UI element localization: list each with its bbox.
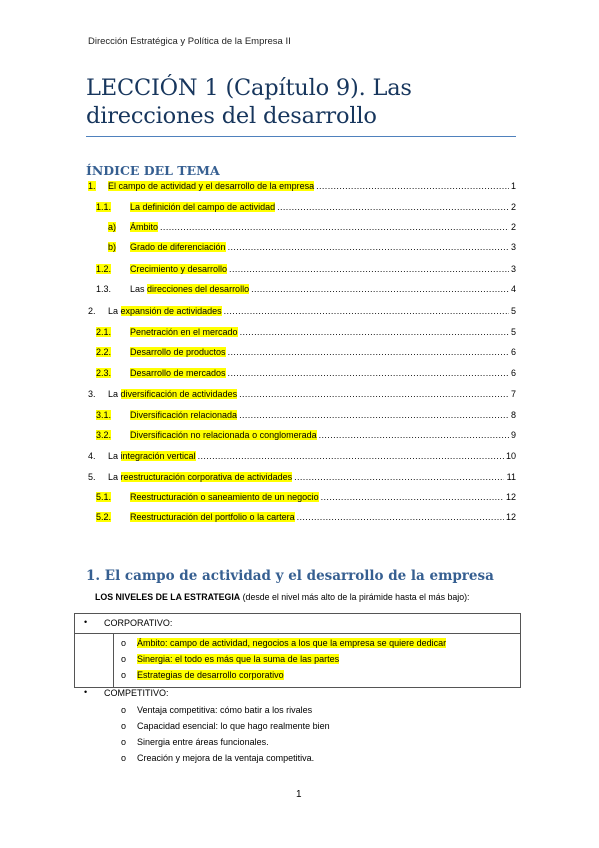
title-underline (86, 136, 516, 137)
toc-entry-page: 2 (510, 202, 516, 212)
toc-dot-leader (240, 327, 509, 337)
toc-dot-leader (224, 306, 509, 316)
strategy-levels-intro (95, 592, 470, 602)
toc-dot-leader (316, 181, 509, 191)
competitivo-item: Sinergia entre áreas funcionales. (137, 737, 269, 747)
toc-heading: ÍNDICE DEL TEMA (86, 163, 220, 178)
toc-entry-number: 1.2. (96, 264, 112, 274)
competitivo-item: Capacidad esencial: lo que hago realmente bien (137, 721, 330, 731)
toc-entry-prefix: Las (130, 284, 148, 294)
toc-entry[interactable] (86, 327, 516, 341)
toc-entry[interactable] (86, 222, 516, 236)
toc-dot-leader (239, 410, 509, 420)
toc-dot-leader (228, 368, 509, 378)
toc-entry-page: 1 (510, 181, 516, 191)
toc-entry-page: 2 (510, 222, 516, 232)
toc-entry-page: 4 (510, 284, 516, 294)
toc-entry-number: 2.1. (96, 327, 112, 337)
circle-bullet-icon: o (121, 654, 127, 664)
toc-entry-label: Desarrollo de productos (130, 347, 226, 357)
toc-entry-number: 3.2. (96, 430, 112, 440)
toc-entry-label: Reestructuración o saneamiento de un negocio (130, 492, 319, 502)
toc-entry[interactable] (86, 430, 516, 444)
toc-entry-number: 5.2. (96, 512, 112, 522)
toc-entry[interactable] (86, 242, 516, 256)
toc-entry-number: 2.2. (96, 347, 112, 357)
strategy-levels-note: (desde el nivel más alto de la pirámide hasta el más bajo): (240, 592, 470, 602)
toc-entry[interactable] (86, 410, 516, 424)
toc-entry-page: 11 (506, 472, 516, 482)
toc-dot-leader (198, 451, 504, 461)
lesson-title (86, 74, 516, 130)
toc-entry-number: 1.1. (96, 202, 112, 212)
toc-entry[interactable] (86, 264, 516, 278)
corporativo-item: Sinergia: el todo es más que la suma de las partes (137, 654, 340, 664)
toc-entry-label: Reestructuración del portfolio o la cartera (130, 512, 295, 522)
toc-entry[interactable] (86, 451, 516, 465)
toc-entry-label: Grado de diferenciación (130, 242, 226, 252)
toc-entry-number: 4. (88, 451, 96, 461)
toc-entry-page: 12 (505, 492, 516, 502)
toc-entry-label: Ámbito (130, 222, 159, 232)
toc-entry-label: reestructuración corporativa de actividades (120, 472, 293, 482)
toc-entry-label: La definición del campo de actividad (130, 202, 276, 212)
toc-entry-page: 9 (510, 430, 516, 440)
toc-entry[interactable] (86, 512, 516, 526)
toc-dot-leader (319, 430, 509, 440)
lesson-title-line-1: LECCIÓN 1 (Capítulo 9). Las (86, 75, 412, 101)
toc-entry-page: 12 (505, 512, 516, 522)
toc-entry-page: 8 (510, 410, 516, 420)
strategy-levels-label: LOS NIVELES DE LA ESTRATEGIA (95, 592, 241, 602)
toc-entry[interactable] (86, 389, 516, 403)
toc-entry[interactable] (86, 492, 516, 506)
toc-entry[interactable] (86, 181, 516, 195)
corporativo-item: Ámbito: campo de actividad, negocios a los que la empresa se quiere dedicar (137, 638, 447, 648)
toc-dot-leader (277, 202, 509, 212)
toc-entry-number: b) (108, 242, 117, 252)
toc-entry-label: diversificación de actividades (120, 389, 238, 399)
toc-entry[interactable] (86, 202, 516, 216)
toc-entry-prefix: La (108, 389, 121, 399)
toc-entry-page: 5 (510, 306, 516, 316)
toc-entry-page: 3 (510, 264, 516, 274)
toc-entry-label: Desarrollo de mercados (130, 368, 226, 378)
running-header: Dirección Estratégica y Política de la Empresa II (88, 36, 291, 47)
toc-entry[interactable] (86, 472, 516, 486)
circle-bullet-icon: o (121, 737, 127, 747)
bullet-icon: • (84, 687, 88, 697)
toc-entry-number: 5. (88, 472, 96, 482)
toc-dot-leader (228, 347, 509, 357)
toc-entry[interactable] (86, 347, 516, 361)
lesson-title-line-2: direcciones del desarrollo (86, 103, 377, 129)
toc-entry[interactable] (86, 306, 516, 320)
circle-bullet-icon: o (121, 705, 127, 715)
corporativo-item: Estrategias de desarrollo corporativo (137, 670, 284, 680)
toc-dot-leader (251, 284, 509, 294)
toc-entry-label: expansión de actividades (120, 306, 222, 316)
toc-entry-page: 5 (510, 327, 516, 337)
toc-entry-prefix: La (108, 451, 121, 461)
toc-dot-leader (239, 389, 509, 399)
toc-dot-leader (321, 492, 504, 502)
toc-entry-label: Penetración en el mercado (130, 327, 238, 337)
toc-entry-number: a) (108, 222, 117, 232)
toc-entry-label: integración vertical (120, 451, 196, 461)
toc-entry-label: Diversificación relacionada (130, 410, 238, 420)
competitivo-item: Creación y mejora de la ventaja competitiva. (137, 753, 315, 763)
competitivo-item: Ventaja competitiva: cómo batir a los rivales (137, 705, 313, 715)
toc-entry[interactable] (86, 368, 516, 382)
toc-entry-page: 7 (510, 389, 516, 399)
toc-entry-page: 3 (510, 242, 516, 252)
toc-entry-page: 10 (505, 451, 516, 461)
page-number: 1 (296, 789, 302, 800)
section-1-heading: 1. El campo de actividad y el desarrollo de la empresa (86, 568, 494, 584)
circle-bullet-icon: o (121, 753, 127, 763)
toc-entry-number: 3. (88, 389, 96, 399)
toc-dot-leader (228, 242, 509, 252)
toc-entry-number: 3.1. (96, 410, 112, 420)
toc-dot-leader (297, 512, 504, 522)
toc-dot-leader (229, 264, 509, 274)
competitivo-label: COMPETITIVO: (104, 688, 169, 698)
toc-dot-leader (294, 472, 504, 482)
circle-bullet-icon: o (121, 638, 127, 648)
toc-dot-leader (160, 222, 509, 232)
circle-bullet-icon: o (121, 721, 127, 731)
circle-bullet-icon: o (121, 670, 127, 680)
toc-entry-prefix: La (108, 306, 121, 316)
toc-entry-label: El campo de actividad y el desarrollo de la empresa (108, 181, 315, 191)
corporativo-label: CORPORATIVO: (104, 618, 173, 628)
bullet-icon: • (84, 617, 88, 627)
toc-entry-label: Crecimiento y desarrollo (130, 264, 228, 274)
toc-entry[interactable] (86, 284, 516, 298)
toc-entry-number: 1. (88, 181, 96, 191)
toc-entry-prefix: La (108, 472, 121, 482)
toc-entry-number: 5.1. (96, 492, 112, 502)
toc-entry-number: 1.3. (96, 284, 112, 294)
toc-entry-label: Diversificación no relacionada o conglomerada (130, 430, 317, 440)
toc-entry-label: direcciones del desarrollo (147, 284, 250, 294)
toc-entry-page: 6 (510, 347, 516, 357)
toc-entry-number: 2. (88, 306, 96, 316)
toc-entry-page: 6 (510, 368, 516, 378)
toc-entry-number: 2.3. (96, 368, 112, 378)
